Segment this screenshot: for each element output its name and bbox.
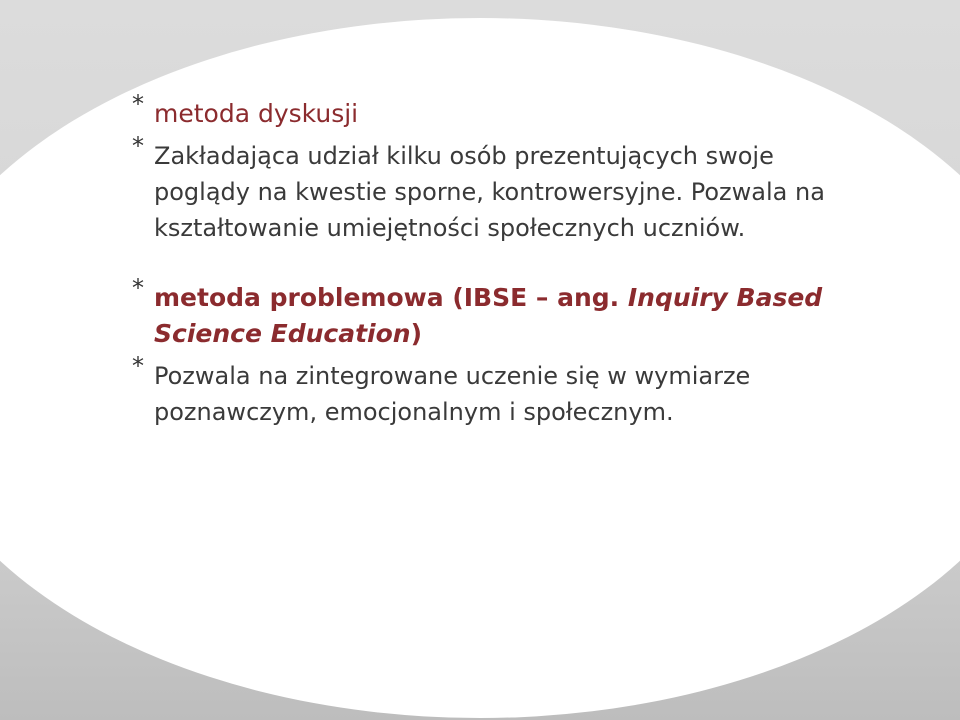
bullet-marker: * — [132, 90, 144, 118]
bullet-discussion-description — [132, 132, 832, 246]
heading-problem-close: ) — [410, 319, 423, 348]
discussion-description: Zakładająca udział kilku osób prezentujących swoje poglądy na kwestie sporne, kontrowersyjne. Pozwala na kształtowanie umiejętności społecznych uczniów. — [154, 142, 825, 242]
bullet-marker: * — [132, 132, 144, 160]
heading-problem-text: metoda problemowa (IBSE – ang. — [154, 283, 628, 312]
heading-discussion-method: metoda dyskusji — [154, 99, 359, 128]
heading-problem-italic: Inquiry Based Science Education — [154, 283, 823, 348]
bullet-marker: * — [132, 352, 144, 380]
problem-description: Pozwala na zintegrowane uczenie się w wymiarze poznawczym, emocjonalnym i społecznym. — [154, 362, 751, 426]
bullet-heading-problem — [132, 274, 832, 352]
bullet-marker: * — [132, 274, 144, 302]
bullet-heading-discussion — [132, 90, 832, 132]
heading-problem-method — [154, 280, 832, 352]
bullet-problem-description — [132, 352, 832, 430]
bullet-list — [132, 90, 832, 430]
